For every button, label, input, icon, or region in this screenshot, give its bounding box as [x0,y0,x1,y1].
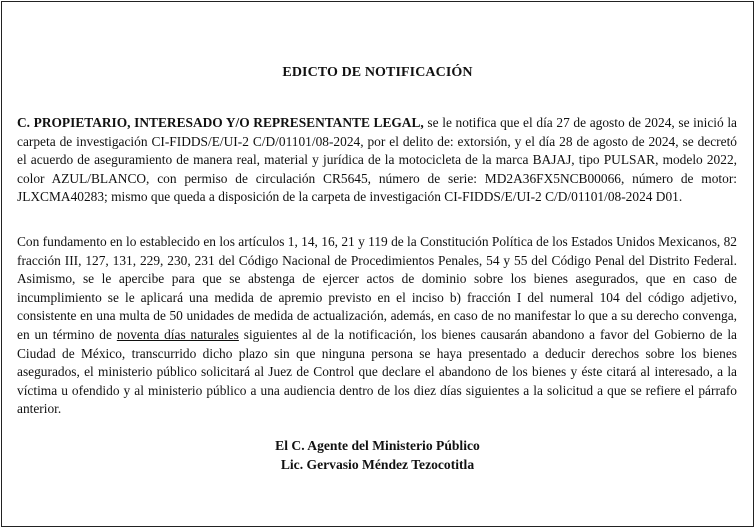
signature-block [2,436,753,474]
addressee-heading: C. PROPIETARIO, INTERESADO Y/O REPRESENTANTE LEGAL, [17,115,424,130]
legal-basis-text: Con fundamento en lo establecido en los artículos 1, 14, 16, 21 y 119 de la Constitución Política de los Estados Unidos Mexicanos, 82 fracción III, 127, 131, 229, 230, 231 del Código Nacional de Procedimientos Penales, 54 y 55 del Código Penal del Distrito Federal. Asimismo, se le apercibe para que se abstenga de ejercer actos de dominio sobre los bienes asegurados, que en caso de incumplimiento se le aplicará una medida de apremio previsto en el inciso b) fracción I del numeral 104 del código adjetivo, consistente en una multa de 50 unidades de medida de actualización, además, en caso de no manifestar lo que a su derecho convenga, en un término de [17,234,737,342]
term-period: noventa días naturales [116,326,239,342]
legal-basis-paragraph [17,233,737,419]
signature-title: El C. Agente del Ministerio Público [275,438,480,453]
legal-basis-text-continued: siguientes al de la notificación, los bienes causarán abandono a favor del Gobierno de la Ciudad de México, transcurrido dicho plazo sin que ninguna persona se haya presentado a deducir derechos sobre los bienes asegurados, el ministerio público solicitará al Juez de Control que declare el abandono de los bienes y éste citará al interesado, a la víctima u ofendido y al ministerio público a una audiencia dentro de los diez días siguientes a la solicitud a que se refiere el párrafo anterior. [17,326,737,417]
notification-text: se le notifica que el día 27 de agosto de 2024, se inició la carpeta de investigación CI-FIDDS/E/UI-2 C/D/01101/08-2024, por el delito de: extorsión, y el día 28 de agosto de 2024, se decretó el acuerdo de aseguramiento de manera real, material y jurídica de la motocicleta de la marca BAJAJ, tipo PULSAR, modelo 2022, color AZUL/BLANCO, con permiso de circulación CR5645, número de serie: MD2A36FX5NCB00066, número de motor: JLXCMA40283; mismo que queda a disposición de la carpeta de investigación CI-FIDDS/E/UI-2 C/D/01101/08-2024 D01. [17,115,737,205]
document-title: EDICTO DE NOTIFICACIÓN [282,65,473,80]
edict-document [1,1,754,527]
signature-name: Lic. Gervasio Méndez Tezocotitla [280,457,475,472]
notification-paragraph [17,114,737,207]
